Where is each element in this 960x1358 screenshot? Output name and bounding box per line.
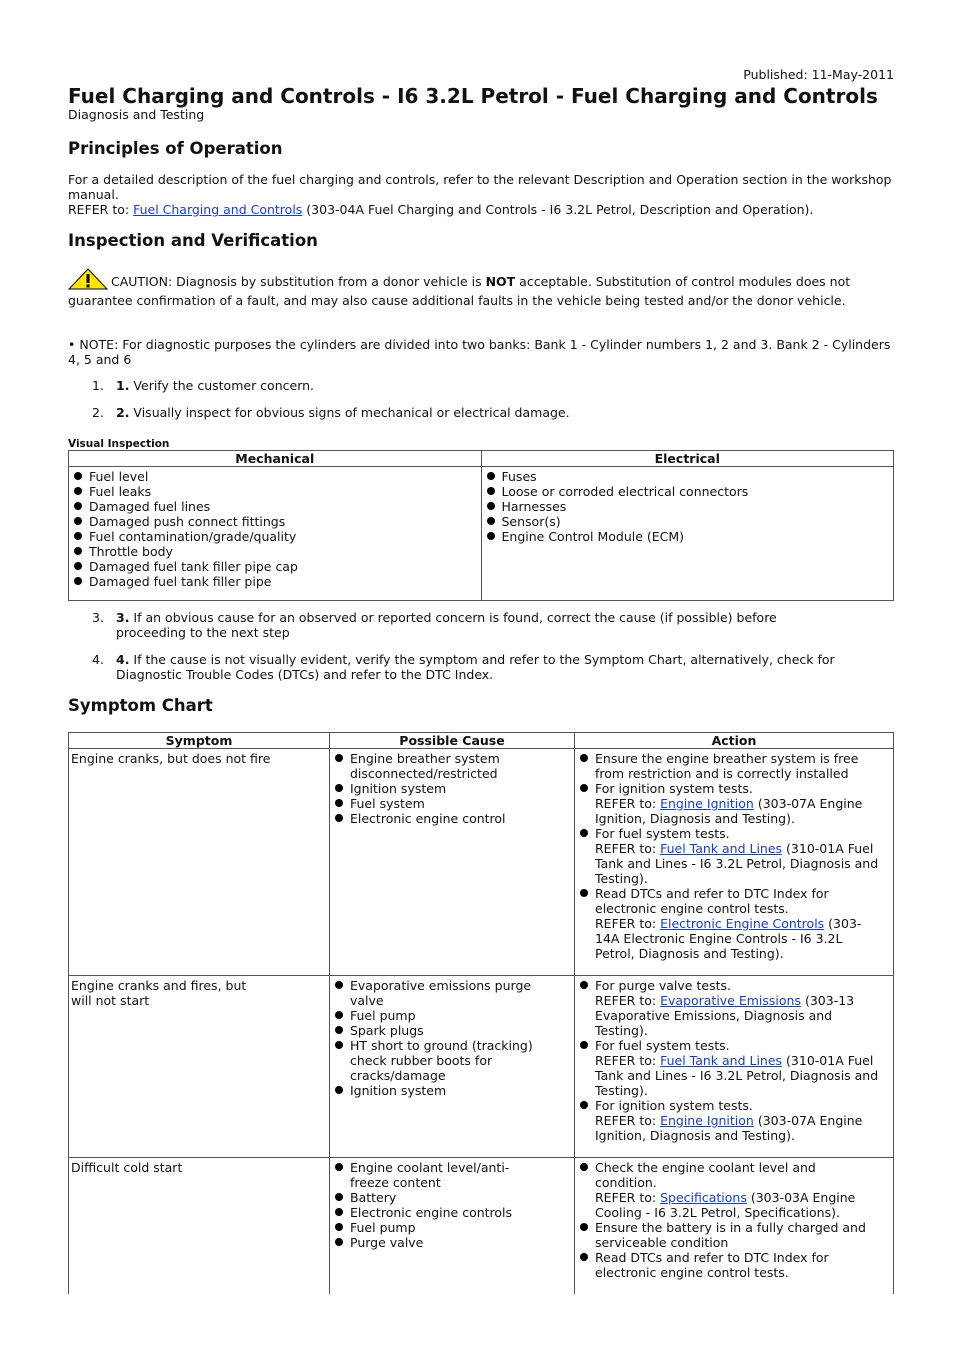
list-item: Loose or corroded electrical connectors <box>484 484 892 499</box>
symptom-cell: Difficult cold start <box>69 1158 330 1295</box>
refer-suffix: (303-07A Engine Ignition, Diagnosis and Testing). <box>595 1113 863 1143</box>
list-item: Engine breather system disconnected/restricted <box>332 751 542 781</box>
steps-list-a <box>68 378 894 420</box>
refer-prefix: REFER to: <box>595 993 661 1008</box>
fuel-charging-link[interactable]: Fuel Charging and Controls <box>133 202 303 217</box>
refer-prefix: REFER to: <box>595 841 661 856</box>
action-text: Read DTCs and refer to DTC Index for electronic engine control tests. <box>595 886 829 916</box>
action-text: For ignition system tests. <box>595 781 753 796</box>
symptom-cell: Engine cranks, but does not fire <box>69 749 330 976</box>
list-item: Damaged push connect fittings <box>71 514 479 529</box>
fuel-tank-lines-link[interactable]: Fuel Tank and Lines <box>660 1053 783 1068</box>
principles-text: For a detailed description of the fuel charging and controls, refer to the relevant Description and Operation section in the workshop manual. <box>68 172 892 202</box>
refer-prefix: REFER to: <box>595 1113 661 1128</box>
action-text: For purge valve tests. <box>595 978 731 993</box>
caution-text: CAUTION: Diagnosis by substitution from a donor vehicle is <box>111 274 486 289</box>
action-text: Ensure the engine breather system is free from restriction and is correctly installed <box>595 751 859 781</box>
step-number: 3. <box>92 610 104 625</box>
step-bold: 4. <box>116 652 130 667</box>
note-text: • NOTE: For diagnostic purposes the cylinders are divided into two banks: Bank 1 - Cylinder numbers 1, 2 and 3. Bank 2 - Cylinders 4, 5 and 6 <box>68 337 891 367</box>
cause-cell <box>330 1158 575 1295</box>
step-bold: 1. <box>116 378 130 393</box>
caution-text-end: acceptable. Substitution of control modules does not guarantee confirmation of a fault, and may also cause additional faults in the vehicle being tested and/or the donor vehicle. <box>68 274 851 308</box>
list-item <box>577 751 881 781</box>
published-date: Published: 11-May-2011 <box>743 67 894 82</box>
header-electrical: Electrical <box>481 451 894 467</box>
cause-cell <box>330 749 575 976</box>
electronic-engine-controls-link[interactable]: Electronic Engine Controls <box>660 916 825 931</box>
table-row <box>69 1158 894 1295</box>
list-item: Fuel level <box>71 469 479 484</box>
action-text: Read DTCs and refer to DTC Index for electronic engine control tests. <box>595 1250 829 1280</box>
step-text: If an obvious cause for an observed or reported concern is found, correct the cause (if possible) before proceeding to the next step <box>116 610 777 640</box>
fuel-tank-lines-link[interactable]: Fuel Tank and Lines <box>660 841 783 856</box>
engine-ignition-link[interactable]: Engine Ignition <box>660 796 754 811</box>
header-action: Action <box>575 733 894 749</box>
step-text: Verify the customer concern. <box>129 378 315 393</box>
refer-suffix: (310-01A Fuel Tank and Lines - I6 3.2L Petrol, Diagnosis and Testing). <box>595 1053 879 1098</box>
engine-ignition-link[interactable]: Engine Ignition <box>660 1113 754 1128</box>
action-text: For fuel system tests. <box>595 1038 730 1053</box>
list-item <box>577 1220 881 1250</box>
list-item: Fuel pump <box>332 1220 542 1235</box>
header-possible-cause: Possible Cause <box>330 733 575 749</box>
list-item <box>577 978 881 1038</box>
mechanical-list <box>71 469 479 589</box>
specifications-link[interactable]: Specifications <box>660 1190 747 1205</box>
step-1 <box>68 378 894 393</box>
list-item <box>577 1098 881 1143</box>
action-cell <box>575 976 894 1158</box>
list-item: Battery <box>332 1190 542 1205</box>
list-item: Evaporative emissions purge valve <box>332 978 542 1008</box>
symptom-chart-heading: Symptom Chart <box>68 696 213 715</box>
list-item: Fuel leaks <box>71 484 479 499</box>
action-cell <box>575 1158 894 1295</box>
refer-suffix: (303-04A Fuel Charging and Controls - I6 3.2L Petrol, Description and Operation). <box>302 202 814 217</box>
visual-inspection-label: Visual Inspection <box>68 438 170 450</box>
symptom-cell: Engine cranks and fires, but will not start <box>69 976 330 1158</box>
step-bold: 2. <box>116 405 130 420</box>
list-item: Spark plugs <box>332 1023 542 1038</box>
list-item: Ignition system <box>332 781 542 796</box>
list-item: Engine coolant level/anti-freeze content <box>332 1160 542 1190</box>
list-item: Throttle body <box>71 544 479 559</box>
page-subtitle: Diagnosis and Testing <box>68 107 205 122</box>
action-text: For fuel system tests. <box>595 826 730 841</box>
action-text: Ensure the battery is in a fully charged and serviceable condition <box>595 1220 866 1250</box>
warning-triangle-icon <box>68 268 108 293</box>
list-item: Ignition system <box>332 1083 542 1098</box>
caution-not: NOT <box>485 274 516 289</box>
refer-suffix: (303-14A Electronic Engine Controls - I6 3.2L Petrol, Diagnosis and Testing). <box>595 916 862 961</box>
electrical-list <box>484 469 892 544</box>
step-number: 4. <box>92 652 104 667</box>
list-item <box>577 1038 881 1098</box>
refer-prefix: REFER to: <box>68 202 134 217</box>
list-item: Sensor(s) <box>484 514 892 529</box>
list-item: Electronic engine controls <box>332 1205 542 1220</box>
list-item: Damaged fuel tank filler pipe <box>71 574 479 589</box>
list-item: Harnesses <box>484 499 892 514</box>
visual-inspection-table <box>68 450 894 601</box>
electrical-cell <box>481 467 894 601</box>
list-item: Damaged fuel lines <box>71 499 479 514</box>
symptom-chart-table <box>68 732 894 1294</box>
refer-prefix: REFER to: <box>595 916 661 931</box>
step-2 <box>68 405 894 420</box>
mechanical-cell <box>69 467 482 601</box>
principles-heading: Principles of Operation <box>68 139 283 158</box>
list-item: Purge valve <box>332 1235 542 1250</box>
step-text: If the cause is not visually evident, verify the symptom and refer to the Symptom Chart, alternatively, check for Diagnostic Trouble Codes (DTCs) and refer to the DTC Index. <box>116 652 835 682</box>
list-item <box>577 1250 881 1280</box>
step-3 <box>68 610 894 640</box>
list-item <box>577 826 881 886</box>
header-mechanical: Mechanical <box>69 451 482 467</box>
inspection-heading: Inspection and Verification <box>68 231 318 250</box>
step-4 <box>68 652 894 682</box>
refer-prefix: REFER to: <box>595 1053 661 1068</box>
list-item: Fuses <box>484 469 892 484</box>
step-number: 2. <box>92 405 104 420</box>
list-item <box>577 886 881 961</box>
list-item: Fuel contamination/grade/quality <box>71 529 479 544</box>
refer-prefix: REFER to: <box>595 1190 661 1205</box>
refer-prefix: REFER to: <box>595 796 661 811</box>
evaporative-emissions-link[interactable]: Evaporative Emissions <box>660 993 801 1008</box>
step-text: Visually inspect for obvious signs of mechanical or electrical damage. <box>129 405 570 420</box>
table-row <box>69 749 894 976</box>
list-item <box>577 1160 881 1220</box>
step-bold: 3. <box>116 610 130 625</box>
principles-reference <box>68 202 894 217</box>
caution-block <box>68 268 894 308</box>
table-row <box>69 976 894 1158</box>
principles-paragraph <box>68 172 894 217</box>
refer-suffix: (303-03A Engine Cooling - I6 3.2L Petrol, Specifications). <box>595 1190 856 1220</box>
list-item: Engine Control Module (ECM) <box>484 529 892 544</box>
refer-suffix: (310-01A Fuel Tank and Lines - I6 3.2L Petrol, Diagnosis and Testing). <box>595 841 879 886</box>
list-item: Damaged fuel tank filler pipe cap <box>71 559 479 574</box>
list-item: Electronic engine control <box>332 811 542 826</box>
list-item: Fuel system <box>332 796 542 811</box>
refer-suffix: (303-07A Engine Ignition, Diagnosis and Testing). <box>595 796 863 826</box>
list-item <box>577 781 881 826</box>
action-cell <box>575 749 894 976</box>
cause-cell <box>330 976 575 1158</box>
header-symptom: Symptom <box>69 733 330 749</box>
list-item: HT short to ground (tracking) check rubber boots for cracks/damage <box>332 1038 542 1083</box>
list-item: Fuel pump <box>332 1008 542 1023</box>
step-number: 1. <box>92 378 104 393</box>
steps-list-b <box>68 610 894 682</box>
action-text: Check the engine coolant level and condition. <box>595 1160 816 1190</box>
page-title: Fuel Charging and Controls - I6 3.2L Petrol - Fuel Charging and Controls <box>68 84 878 108</box>
action-text: For ignition system tests. <box>595 1098 753 1113</box>
refer-suffix: (303-13 Evaporative Emissions, Diagnosis and Testing). <box>595 993 855 1038</box>
